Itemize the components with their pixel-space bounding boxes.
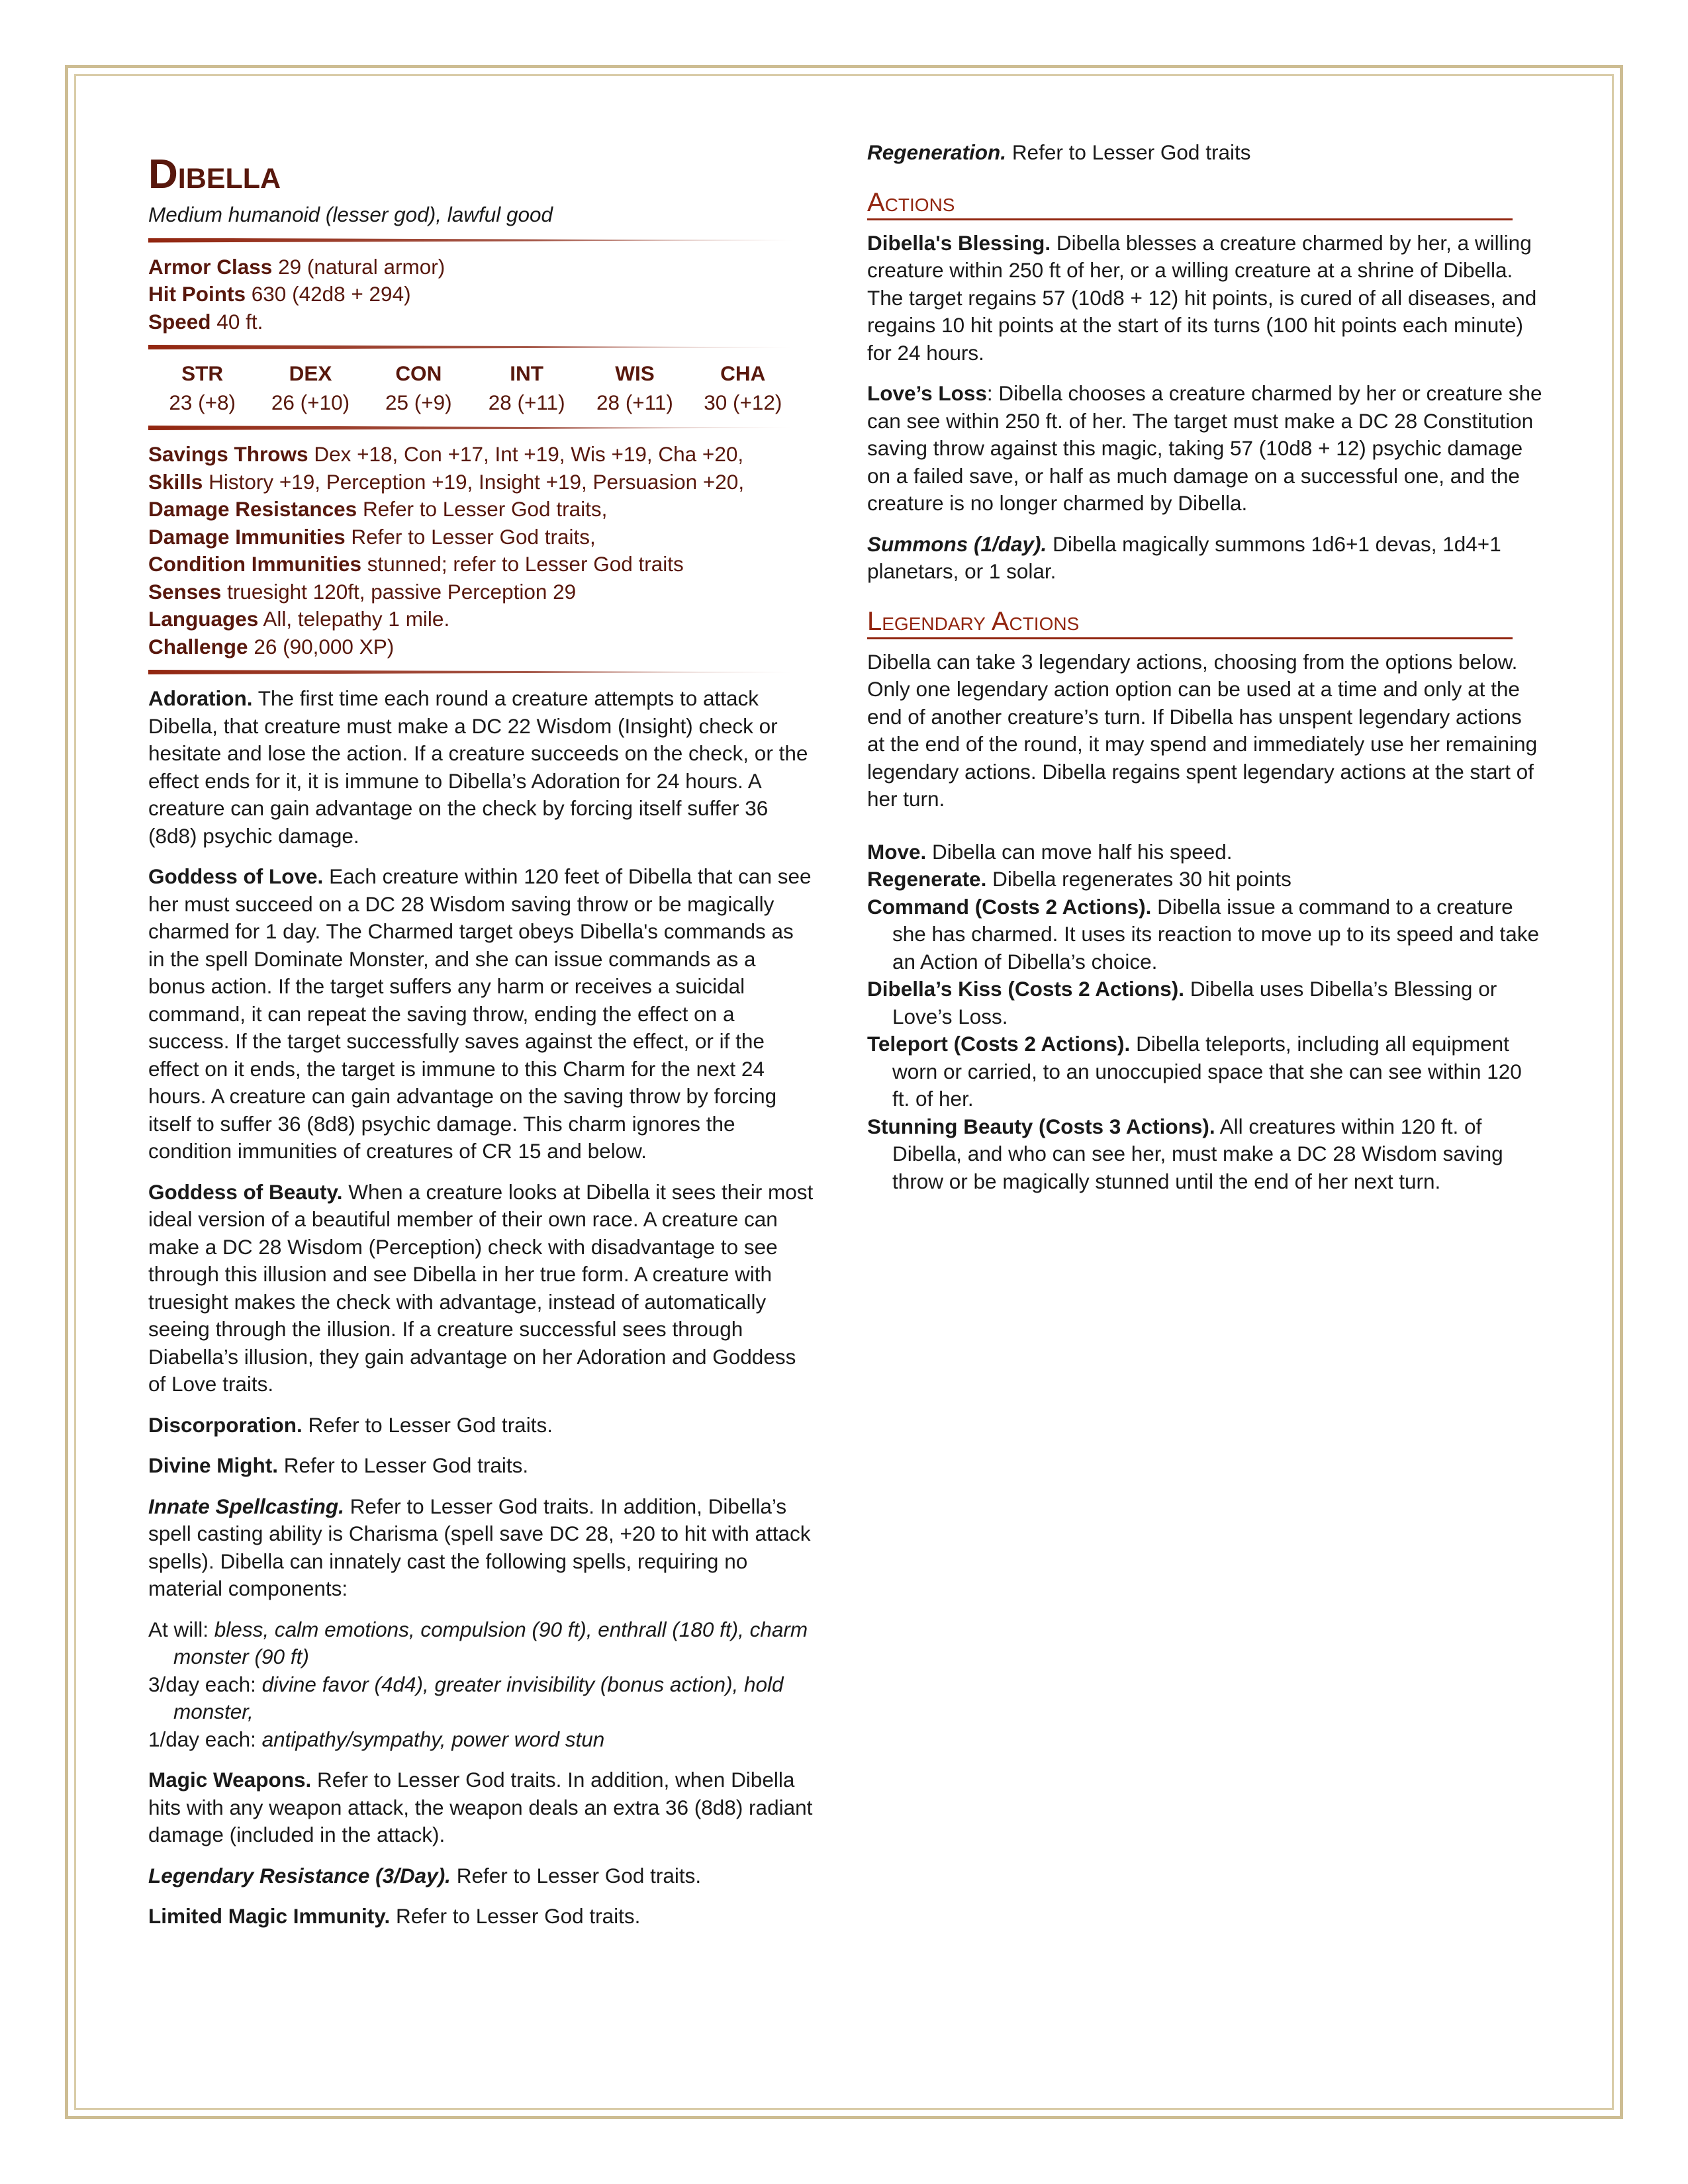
ability-int-label: INT [510, 361, 544, 385]
ability-int-value: 28 (+11) [488, 390, 565, 414]
speed-label: Speed [148, 309, 211, 334]
legendary-action-text: Dibella can move half his speed. [932, 839, 1233, 864]
property-line [148, 469, 814, 496]
trait-text: Refer to Lesser God traits. [456, 1863, 702, 1888]
property-label: Challenge [148, 634, 248, 659]
trait-innate-spellcasting [148, 1493, 814, 1603]
action-text: : Dibella chooses a creature charmed by her or creature she can see within 250 ft. of her. The target must make a DC 28 Constitution saving throw against this magic, taking 57 (10d8 + 12) psychic damage on a failed save, or half as much damage on a successful one, and the creature is no longer charmed by Dibella. [867, 381, 1542, 515]
trait-text: Refer to Lesser God traits. [308, 1412, 553, 1437]
trait-magic-weapons [148, 1766, 814, 1849]
legendary-action-stunning-beauty [867, 1113, 1542, 1196]
hit-points-label: Hit Points [148, 282, 246, 306]
armor-class-value: 29 (natural armor) [278, 254, 445, 279]
spell-line [148, 1616, 814, 1671]
spell-names: antipathy/sympathy, power word stun [261, 1727, 605, 1751]
action-text: Dibella blesses a creature charmed by her, a willing creature within 250 ft of her, or a willing creature at a shrine of Dibella. The target regains 57 (10d8 + 12) hit points, is cured of all diseases, and regains 10 hit points at the start of its turns (100 hit points each minute) for 24 hours. [867, 230, 1537, 365]
divider [148, 670, 794, 674]
legendary-action-teleport [867, 1030, 1542, 1113]
property-line [148, 551, 814, 578]
property-value: Refer to Lesser God traits, [362, 497, 608, 521]
property-line [148, 606, 814, 633]
ability-wis-label: WIS [615, 361, 655, 385]
monster-name: Dibella [148, 152, 281, 197]
property-value: truesight 120ft, passive Perception 29 [227, 579, 577, 604]
legendary-intro: Dibella can take 3 legendary actions, choosing from the options below. Only one legendary action option can be used at a time and only at the end of another creature’s turn. If Dibella has unspent legendary actions at the end of the round, it may spend and immediately use her remaining legendary actions. Dibella regains spent legendary actions at the start of her turn. [867, 649, 1538, 811]
action-dibellas-blessing [867, 230, 1542, 367]
property-label: Senses [148, 579, 222, 604]
legendary-actions-heading: Legendary Actions [867, 606, 1513, 639]
trait-text: Refer to Lesser God traits. In addition, when Dibella hits with any weapon attack, the weapon deals an extra 36 (8d8) radiant damage (included in the attack). [148, 1768, 813, 1846]
ability-con-label: CON [395, 361, 442, 385]
property-line [148, 523, 814, 551]
spell-frequency: 3/day each: [148, 1672, 256, 1696]
actions-heading: Actions [867, 187, 1513, 220]
spell-line [148, 1726, 814, 1754]
trait-discorporation [148, 1412, 814, 1439]
legendary-action-text: Dibella uses Dibella’s Blessing or Love’s Loss. [892, 977, 1497, 1028]
speed-value: 40 ft. [216, 309, 263, 334]
legendary-action-text: Dibella issue a command to a creature she has charmed. It uses its reaction to move up to its speed and take an Action of Dibella’s choice. [892, 894, 1540, 974]
ability-cha-value: 30 (+12) [704, 390, 782, 414]
monster-subtitle: Medium humanoid (lesser god), lawful good [148, 203, 553, 226]
action-loves-loss [867, 380, 1542, 518]
ability-dex-label: DEX [289, 361, 332, 385]
right-column [867, 139, 1542, 1195]
trait-name: Regeneration. [867, 140, 1007, 164]
legendary-action-move [867, 839, 1542, 866]
legendary-action-text: All creatures within 120 ft. of Dibella, and who can see her, must make a DC 28 Wisdom saving throw or be magically stunned until the end of her next turn. [892, 1114, 1503, 1193]
legendary-action-text: Dibella teleports, including all equipment worn or carried, to an unoccupied space that she can see within 120 ft. of her. [892, 1032, 1522, 1111]
property-value: All, telepathy 1 mile. [263, 607, 450, 631]
spell-names: bless, calm emotions, compulsion (90 ft), enthrall (180 ft), charm monster (90 ft) [173, 1617, 808, 1668]
ability-names [148, 360, 797, 388]
property-line [148, 441, 814, 469]
property-line [148, 578, 814, 606]
ability-str-value: 23 (+8) [169, 390, 236, 414]
spell-line [148, 1671, 814, 1726]
ability-cha-label: CHA [720, 361, 766, 385]
trait-text: Refer to Lesser God traits [1011, 140, 1251, 164]
trait-divine-might [148, 1452, 814, 1480]
ability-str-label: STR [181, 361, 224, 385]
divider [148, 238, 794, 243]
trait-name: Goddess of Beauty. [148, 1179, 343, 1204]
hit-points [148, 281, 814, 308]
trait-text: Refer to Lesser God traits. [283, 1453, 529, 1477]
trait-name: Innate Spellcasting. [148, 1494, 344, 1518]
legendary-action-name: Stunning Beauty (Costs 3 Actions). [867, 1114, 1215, 1138]
trait-name: Goddess of Love. [148, 864, 324, 888]
property-label: Damage Immunities [148, 524, 346, 549]
property-value: History +19, Perception +19, Insight +19, Persuasion +20, [209, 469, 745, 494]
spell-list [148, 1616, 814, 1754]
property-label: Languages [148, 607, 259, 631]
ability-con-value: 25 (+9) [385, 390, 452, 414]
action-text: Dibella magically summons 1d6+1 devas, 1d4+1 planetars, or 1 solar. [867, 531, 1501, 583]
property-line [148, 633, 814, 661]
trait-text: Refer to Lesser God traits. In addition, Dibella’s spell casting ability is Charisma (spell save DC 28, +20 to hit with attack spells). Dibella can innately cast the following spells, requiring no material components: [148, 1494, 811, 1600]
spell-names: divine favor (4d4), greater invisibility (bonus action), hold monster, [173, 1672, 784, 1723]
trait-adoration [148, 685, 814, 850]
legendary-action-name: Teleport (Costs 2 Actions). [867, 1032, 1131, 1056]
legendary-action-name: Move. [867, 839, 927, 864]
trait-name: Adoration. [148, 686, 253, 710]
legendary-action-regenerate [867, 866, 1542, 893]
trait-goddess-of-love [148, 863, 814, 1165]
trait-name: Limited Magic Immunity. [148, 1904, 391, 1928]
property-value: 26 (90,000 XP) [254, 634, 395, 659]
trait-text: Refer to Lesser God traits. [395, 1904, 641, 1928]
action-name: Love’s Loss [867, 381, 987, 405]
armor-class-label: Armor Class [148, 254, 273, 279]
property-value: Dex +18, Con +17, Int +19, Wis +19, Cha +20, [314, 442, 744, 466]
trait-legendary-resistance [148, 1862, 814, 1890]
spell-frequency: 1/day each: [148, 1727, 256, 1751]
property-label: Damage Resistances [148, 497, 357, 521]
property-value: stunned; refer to Lesser God traits [367, 552, 684, 576]
property-label: Condition Immunities [148, 552, 361, 576]
legendary-action-name: Regenerate. [867, 867, 987, 891]
trait-name: Discorporation. [148, 1412, 303, 1437]
property-value: Refer to Lesser God traits, [351, 524, 596, 549]
trait-text: When a creature looks at Dibella it sees their most ideal version of a beautiful member of their own race. A creature can make a DC 28 Wisdom (Perception) check with disadvantage to see through this illusion and see Dibella in her true form. A creature with truesight makes the check with advantage, instead of automatically seeing through the illusion. If a creature successful sees through Diabella’s illusion, they gain advantage on her Adoration and Goddess of Love traits. [148, 1179, 814, 1396]
divider [148, 426, 794, 430]
legendary-action-name: Dibella’s Kiss (Costs 2 Actions). [867, 977, 1185, 1001]
property-label: Skills [148, 469, 203, 494]
spell-frequency: At will: [148, 1617, 209, 1641]
action-summons [867, 531, 1542, 586]
trait-text: Each creature within 120 feet of Dibella that can see her must succeed on a DC 28 Wisdom saving throw or be magically charmed for 1 day. The Charmed target obeys Dibella's commands as in the spell Dominate Monster, and she can issue commands as a bonus action. If the target suffers any harm or receives a suicidal command, it can repeat the saving throw, ending the effect on a success. If the target successfully saves against the effect, or if the effect on it ends, the target is immune to this Charm for the next 24 hours. A creature can gain advantage on the saving throw by forcing itself to suffer 36 (8d8) psychic damage. This charm ignores the condition immunities of creatures of CR 15 and below. [148, 864, 812, 1163]
left-column [148, 139, 814, 1944]
ability-wis-value: 28 (+11) [596, 390, 673, 414]
trait-name: Legendary Resistance (3/Day). [148, 1863, 451, 1888]
legendary-action-name: Command (Costs 2 Actions). [867, 894, 1152, 919]
divider [148, 345, 794, 349]
trait-name: Divine Might. [148, 1453, 278, 1477]
action-name: Dibella's Blessing. [867, 230, 1051, 255]
trait-name: Magic Weapons. [148, 1768, 312, 1792]
action-name: Summons (1/day). [867, 531, 1047, 556]
ability-values [148, 389, 797, 417]
speed [148, 308, 814, 336]
trait-text: The first time each round a creature attempts to attack Dibella, that creature must make a DC 22 Wisdom (Insight) check or hesitate and lose the action. If a creature succeeds on the check, or the effect ends for it, it is immune to Dibella’s Adoration for 24 hours. A creature can gain advantage on the check by forcing itself suffer 36 (8d8) psychic damage. [148, 686, 808, 848]
ability-dex-value: 26 (+10) [271, 390, 350, 414]
property-line [148, 496, 814, 523]
legendary-action-command [867, 893, 1542, 976]
trait-regeneration [867, 139, 1542, 167]
legendary-action-kiss [867, 976, 1542, 1030]
trait-goddess-of-beauty [148, 1179, 814, 1398]
hit-points-value: 630 (42d8 + 294) [251, 282, 411, 306]
legendary-action-text: Dibella regenerates 30 hit points [992, 867, 1291, 891]
trait-limited-magic-immunity [148, 1903, 814, 1931]
property-label: Savings Throws [148, 442, 308, 466]
armor-class [148, 253, 814, 281]
